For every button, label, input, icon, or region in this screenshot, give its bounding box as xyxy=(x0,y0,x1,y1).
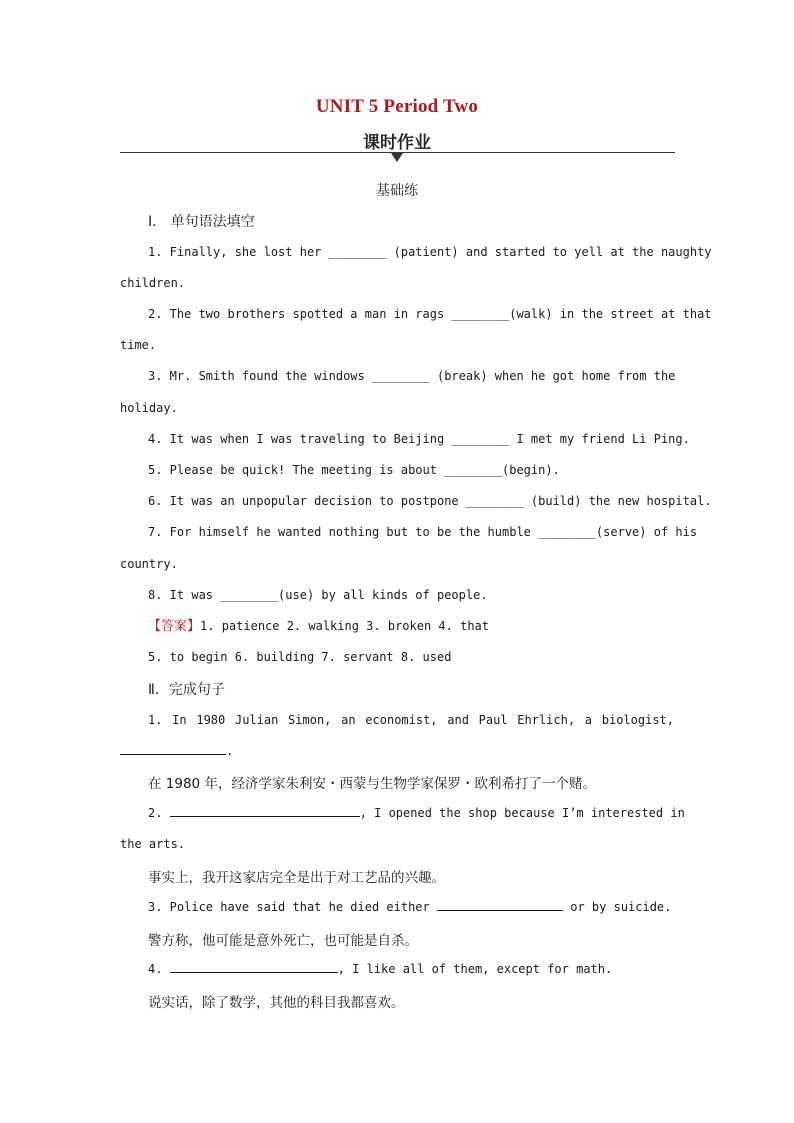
sentence-1-translation: 在 1980 年，经济学家朱利安・西蒙与生物学家保罗・欧利希打了一个赌。 xyxy=(148,776,596,792)
sentence-2-line-1 xyxy=(148,805,685,821)
page-subtitle: 课时作业 xyxy=(363,133,431,153)
answer-blank[interactable] xyxy=(120,743,226,755)
question-6: 6. It was an unpopular decision to postpone ________ (build) the new hospital. xyxy=(148,494,712,508)
sentence-1-line-2 xyxy=(120,743,674,759)
sentence-2-translation: 事实上，我开这家店完全是出于对工艺品的兴趣。 xyxy=(148,870,445,886)
sentence-4-number: 4. xyxy=(148,962,163,976)
answer-blank[interactable] xyxy=(170,805,360,817)
sentence-2-number: 2. xyxy=(148,806,163,820)
triangle-marker-icon xyxy=(391,153,403,162)
sentence-1-end: . xyxy=(226,744,234,758)
sentence-4-line-1 xyxy=(148,961,674,977)
answer-tag: 【答案】 xyxy=(148,619,201,634)
question-1-line-1: 1. Finally, she lost her ________ (patient) and started to yell at the naughty xyxy=(148,245,712,259)
section-title: 基础练 xyxy=(376,183,418,199)
question-7-line-1: 7. For himself he wanted nothing but to be the humble ________(serve) of his xyxy=(148,525,698,539)
question-1-line-2: children. xyxy=(120,276,186,290)
question-8: 8. It was ________(use) by all kinds of people. xyxy=(148,588,488,602)
sentence-3-tail: or by suicide. xyxy=(570,900,672,914)
sentence-1-line-1: 1. In 1980 Julian Simon, an economist, and Paul Ehrlich, a biologist, xyxy=(148,713,674,727)
sentence-3-translation: 警方称，他可能是意外死亡，也可能是自杀。 xyxy=(148,933,418,949)
question-2-line-1: 2. The two brothers spotted a man in rags ________(walk) in the street at that xyxy=(148,307,712,321)
sentence-4-translation: 说实话，除了数学，其他的科目我都喜欢。 xyxy=(148,995,405,1011)
answer-line-1 xyxy=(148,618,674,635)
answer-blank[interactable] xyxy=(170,961,338,973)
part2-heading: Ⅱ．完成句子 xyxy=(148,682,225,698)
sentence-3-head: 3. Police have said that he died either xyxy=(148,900,430,914)
sentence-2-tail: , I opened the shop because I’m interested in xyxy=(359,806,685,820)
question-5: 5. Please be quick! The meeting is about ________(begin). xyxy=(148,463,560,477)
answer-text-1: 1. patience 2. walking 3. broken 4. that xyxy=(200,619,489,633)
sentence-4-tail: , I like all of them, except for math. xyxy=(337,962,613,976)
question-4: 4. It was when I was traveling to Beijing ________ I met my friend Li Ping. xyxy=(148,432,690,446)
question-7-line-2: country. xyxy=(120,557,178,571)
answer-blank[interactable] xyxy=(437,899,563,911)
sentence-3-line-1 xyxy=(148,899,674,915)
question-2-line-2: time. xyxy=(120,338,157,352)
question-3-line-1: 3. Mr. Smith found the windows ________ (break) when he got home from the xyxy=(148,369,676,383)
answer-line-2: 5. to begin 6. building 7. servant 8. used xyxy=(148,650,452,664)
part1-heading: Ⅰ． 单句语法填空 xyxy=(148,214,255,230)
page-title: UNIT 5 Period Two xyxy=(315,96,479,117)
sentence-2-line-2: the arts. xyxy=(120,837,186,851)
question-3-line-2: holiday. xyxy=(120,401,178,415)
